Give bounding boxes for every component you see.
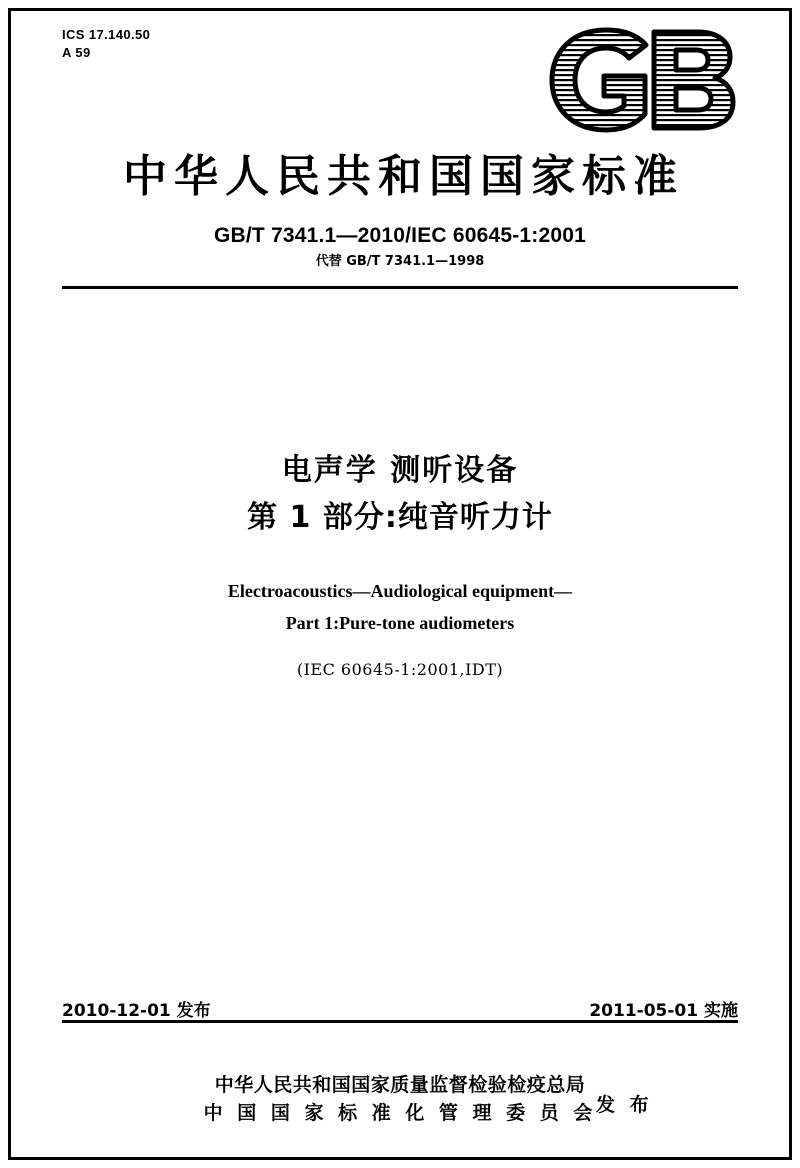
publisher-line2: 中 国 国 家 标 准 化 管 理 委 员 会 (203, 1101, 597, 1124)
page-title: 中华人民共和国国家标准 (123, 151, 684, 202)
gb-logo (542, 24, 742, 136)
classification-code: A 59 (62, 44, 91, 60)
document-title-en-line2: Part 1:Pure-tone audiometers (285, 612, 515, 633)
page-border-top (8, 8, 792, 11)
document-title-en (0, 576, 800, 639)
issue-date: 2010-12-01 发布 (62, 1001, 211, 1021)
document-title-cn (0, 448, 800, 541)
ics-code: ICS 17.140.50 (62, 27, 151, 42)
publisher-block (0, 1072, 800, 1127)
divider-top (62, 286, 738, 289)
standard-replaces-note: 代替 GB/T 7341.1—1998 (315, 254, 485, 269)
document-title-cn-line1: 电声学 测听设备 (281, 453, 519, 488)
page-border-bottom (8, 1157, 792, 1160)
effective-date: 2011-05-01 实施 (589, 1001, 738, 1021)
document-title-en-line1: Electroacoustics—Audiological equipment— (227, 581, 573, 601)
standard-number: GB/T 7341.1—2010/IEC 60645-1:2001 (214, 224, 586, 247)
publish-word: 发 布 (596, 1094, 653, 1116)
document-title-cn-line2: 第 1 部分:纯音听力计 (247, 499, 553, 535)
publisher-line1: 中华人民共和国国家质量监督检验检疫总局 (214, 1074, 586, 1096)
ics-classification-block (62, 26, 150, 61)
iec-equivalence-note: (IEC 60645-1:2001,IDT) (296, 660, 504, 679)
